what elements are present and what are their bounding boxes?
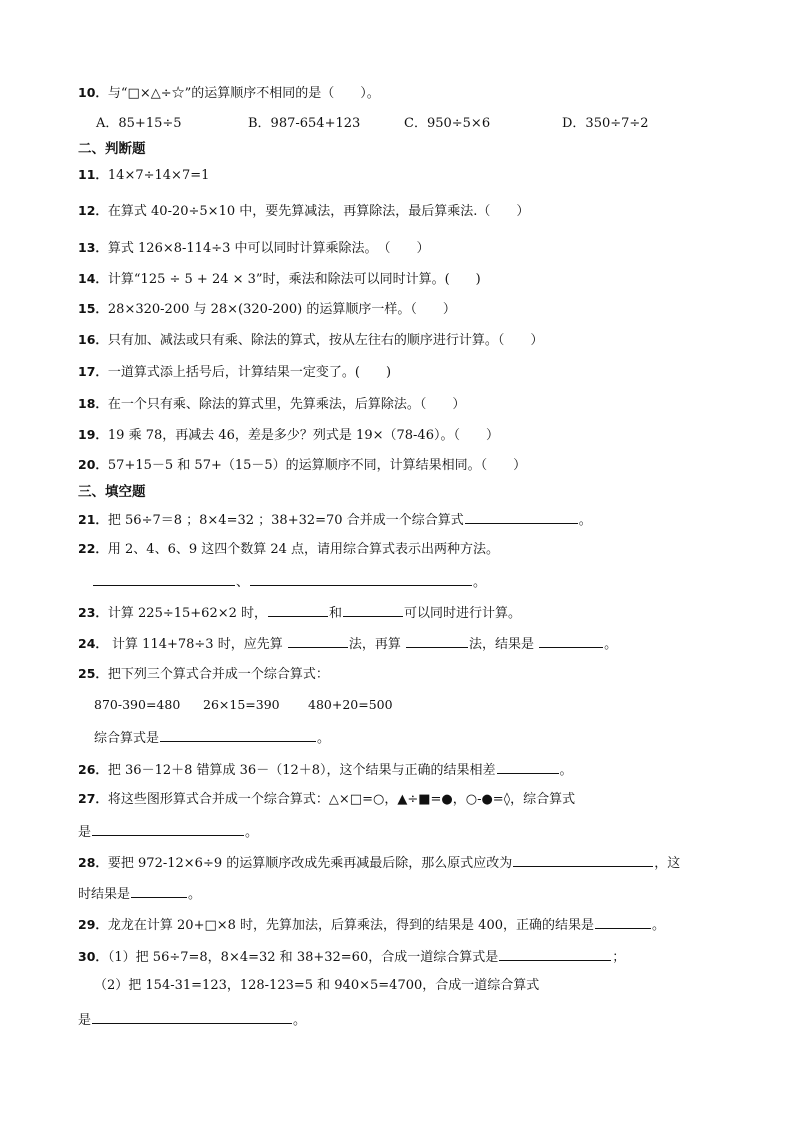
answer-blank[interactable] — [465, 509, 578, 524]
answer-blank[interactable] — [343, 602, 403, 617]
answer-blank[interactable] — [92, 1009, 292, 1024]
question-30-part-2 — [94, 977, 539, 995]
punctuation: 。 — [559, 763, 573, 778]
question-text: 是 — [78, 1013, 92, 1028]
question-number: 12． — [78, 203, 108, 218]
question-text: 用 2、4、6、9 这四个数算 24 点，请用综合算式表示出两种方法。 — [107, 542, 500, 557]
question-text: 把下列三个算式合并成一个综合算式： — [107, 667, 329, 682]
question-number: 17． — [78, 364, 108, 379]
equation-2: 26×15=390 — [203, 697, 280, 712]
question-14 — [78, 270, 481, 289]
punctuation: 。 — [293, 1013, 307, 1028]
question-28 — [78, 852, 680, 873]
question-number: 19． — [78, 427, 108, 442]
answer-blank[interactable] — [406, 633, 468, 648]
question-number: 16． — [78, 332, 108, 347]
question-23 — [78, 602, 521, 623]
question-number: 29． — [78, 917, 108, 932]
answer-blank[interactable] — [513, 852, 653, 867]
question-number: 30． — [78, 949, 108, 964]
question-17 — [78, 363, 391, 382]
question-number: 20． — [78, 457, 108, 472]
question-15 — [78, 300, 456, 319]
punctuation: 。 — [245, 825, 259, 840]
question-28-answer — [78, 883, 201, 904]
question-text: ，这 — [654, 856, 681, 871]
question-27-answer — [78, 821, 258, 842]
punctuation: ； — [612, 950, 626, 965]
question-number: 22． — [78, 541, 108, 556]
answer-blank[interactable] — [539, 633, 603, 648]
question-text: （1）把 56÷7=8，8×4=32 和 38+32=60，合成一道综合算式是 — [107, 950, 499, 965]
question-29 — [78, 914, 665, 935]
punctuation: 。 — [473, 575, 487, 590]
equation-1: 870-390=480 — [94, 697, 181, 712]
question-text: 计算 225÷15+62×2 时， — [107, 606, 268, 621]
question-number: 24． — [78, 636, 108, 651]
question-text: 要把 972-12×6÷9 的运算顺序改成先乘再减最后除，那么原式应改为 — [107, 856, 513, 871]
punctuation: 。 — [578, 513, 592, 528]
question-text: 19 乘 78，再减去 46，差是多少？列式是 19×（78-46）。（ ） — [107, 428, 499, 443]
question-number: 23． — [78, 605, 108, 620]
question-30-answer — [78, 1009, 306, 1030]
equation-3: 480+20=500 — [308, 697, 393, 712]
question-number: 13． — [78, 240, 108, 255]
answer-blank[interactable] — [131, 883, 187, 898]
punctuation: 。 — [652, 918, 666, 933]
question-24 — [78, 633, 617, 654]
option-c: C．950÷5×6 — [404, 116, 491, 131]
question-18 — [78, 395, 465, 414]
question-number: 26． — [78, 762, 108, 777]
question-text: 综合算式是 — [94, 731, 160, 746]
question-text: 与“□×△÷☆”的运算顺序不相同的是（ ）。 — [107, 86, 380, 101]
question-11 — [78, 166, 209, 185]
answer-blank[interactable] — [499, 946, 611, 961]
question-text: 算式 126×8-114÷3 中可以同时计算乘除法。 （ ） — [107, 241, 430, 256]
question-text: 57+15－5 和 57+（15－5）的运算顺序不同，计算结果相同。（ ） — [107, 458, 527, 473]
question-number: 15． — [78, 301, 108, 316]
question-16 — [78, 331, 543, 350]
punctuation: 。 — [188, 887, 202, 902]
question-text: 龙龙在计算 20+□×8 时，先算加法，后算乘法，得到的结果是 400，正确的结果是 — [107, 918, 594, 933]
punctuation: 。 — [317, 731, 331, 746]
question-text: 法，结果是 — [469, 637, 539, 652]
question-text: 将这些图形算式合并成一个综合算式：△×□=○，▲÷■=●，○-●=◊，综合算式 — [107, 792, 576, 807]
question-26 — [78, 759, 573, 780]
question-12 — [78, 202, 529, 221]
question-20 — [78, 456, 526, 475]
question-21 — [78, 509, 592, 530]
question-text: 是 — [78, 825, 92, 840]
option-a: A．85+15÷5 — [96, 116, 182, 131]
question-text: 时结果是 — [78, 887, 131, 902]
question-number: 11． — [78, 167, 108, 182]
question-text: 14×7÷14×7=1 — [107, 168, 210, 183]
answer-blank[interactable] — [92, 821, 244, 836]
question-text: 在一个只有乘、除法的算式里，先算乘法，后算除法。（ ） — [107, 397, 466, 412]
question-text: 在算式 40-20÷5×10 中，要先算减法，再算除法，最后算乘法.（ ） — [107, 204, 530, 219]
answer-blank[interactable] — [497, 759, 559, 774]
question-text: 和 — [329, 606, 343, 621]
question-number: 28． — [78, 855, 108, 870]
punctuation: 、 — [236, 575, 250, 590]
question-13 — [78, 239, 430, 258]
question-number: 21． — [78, 512, 108, 527]
question-27 — [78, 790, 575, 809]
answer-blank[interactable] — [93, 571, 235, 586]
question-25 — [78, 665, 329, 684]
punctuation: 。 — [604, 637, 618, 652]
option-b: B．987-654+123 — [248, 116, 361, 131]
question-number: 25． — [78, 666, 108, 681]
question-text: 法，再算 — [348, 637, 405, 652]
question-10 — [78, 84, 380, 103]
option-d: D．350÷7÷2 — [562, 116, 649, 131]
question-text: 把 36－12＋8 错算成 36－（12＋8），这个结果与正确的结果相差 — [107, 763, 496, 778]
question-22 — [78, 540, 499, 559]
question-text: 计算 114+78÷3 时，应先算 — [107, 637, 287, 652]
answer-blank[interactable] — [268, 602, 328, 617]
question-22-answers — [92, 571, 486, 592]
question-25-answer — [94, 727, 330, 748]
question-number: 14． — [78, 271, 108, 286]
question-text: 把 56÷7＝8 ；8×4=32 ；38+32=70 合并成一个综合算式 — [107, 513, 464, 528]
question-text: 可以同时进行计算。 — [404, 606, 522, 621]
section-heading-fill: 三、填空题 — [78, 484, 146, 500]
answer-blank[interactable] — [160, 727, 316, 742]
answer-blank[interactable] — [595, 914, 651, 929]
section-heading-judge: 二、判断题 — [78, 141, 146, 157]
question-text: 28×320-200 与 28×(320-200) 的运算顺序一样。（ ） — [107, 302, 456, 317]
question-text: 一道算式添上括号后，计算结果一定变了。( ) — [107, 365, 392, 380]
question-19 — [78, 426, 499, 445]
question-30 — [78, 946, 625, 967]
answer-blank[interactable] — [288, 633, 348, 648]
question-number: 18． — [78, 396, 108, 411]
question-text: 只有加、减法或只有乘、除法的算式，按从左往右的顺序进行计算。（ ） — [107, 333, 544, 348]
question-text: （2）把 154-31=123，128-123=5 和 940×5=4700，合成一道综合算式 — [94, 978, 540, 993]
question-number: 27． — [78, 791, 108, 806]
question-text: 计算“125 ÷ 5 + 24 × 3”时，乘法和除法可以同时计算。( ) — [107, 272, 481, 287]
question-number: 10． — [78, 85, 108, 100]
answer-blank[interactable] — [250, 571, 472, 586]
